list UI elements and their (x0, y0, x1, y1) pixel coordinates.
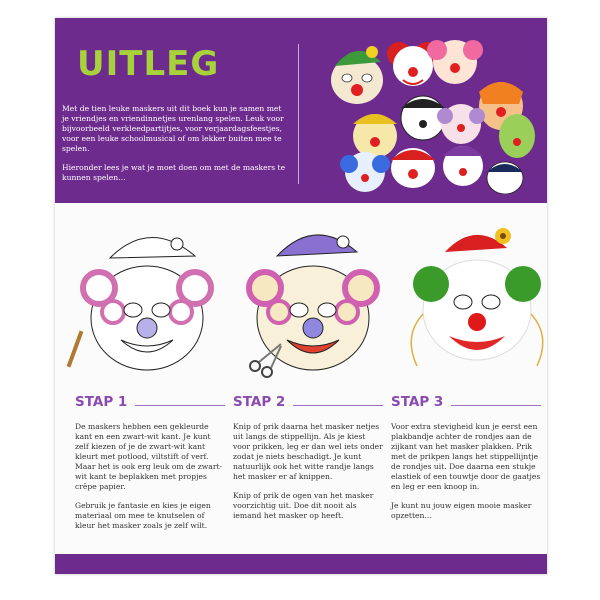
step-2-paragraph-2: Knip of prik de ogen van het masker voorzichtig uit. Doe dit nooit als iemand het masker op heeft. (233, 491, 374, 520)
mask-colored (249, 235, 377, 377)
step-2-text (233, 422, 383, 521)
step-2-title-line (293, 405, 383, 406)
step-1-text (75, 422, 225, 531)
header-divider (298, 44, 299, 184)
clown-mask-blue-hair (340, 152, 390, 192)
step-1-title (75, 394, 225, 410)
instruction-page (55, 18, 547, 574)
page-title: UITLEG (77, 44, 220, 84)
step-3-paragraph-1: Voor extra stevigheid kun je eerst een plakbandje achter de rondjes aan de zijkant van het masker plakken. Prik met de prikpen langs het stippellijntje de rondjes uit. Doe daarna een stukje elastiek of een touwtje door de gaatjes en leg er een knoop in. (391, 422, 541, 491)
footer-band (55, 554, 547, 574)
scissors-icon (250, 344, 281, 377)
step-3 (391, 394, 541, 530)
clown-mask-yellow-hat (353, 114, 397, 158)
mask-steps-illustration (55, 206, 547, 386)
step-1-paragraph-2: Gebruik je fantasie en kies je eigen materiaal om mee te knutselen of kleur het masker zoals je zelf wilt. (75, 501, 211, 530)
clown-mask-purple-hair (437, 104, 485, 144)
clown-mask-red-blue (391, 148, 435, 188)
clown-mask-dark-cap (487, 162, 523, 194)
step-1-paragraph-1: De maskers hebben een gekleurde kant en een zwart-wit kant. Je kunt zelf kiezen of je de zwart-wit kant kleurt met potlood, viltstift of verf. Maar het is ook erg leuk om de zwart-wit kant te beplakken met propjes crêpe papier. (75, 422, 223, 491)
clown-mask-green-face (499, 114, 535, 158)
step-3-title (391, 394, 541, 410)
clown-mask-purple-hat (443, 146, 483, 186)
clown-mask-green-hat (331, 46, 383, 104)
step-3-paragraph-2: Je kunt nu jouw eigen mooie masker opzetten… (391, 501, 532, 520)
intro-paragraph-1: Met de tien leuke maskers uit dit boek kun je samen met je vriendjes en vriendinnetjes urenlang spelen. Leuk voor bijvoorbeeld verkleedpartijtjes, voor verjaardagsfeestjes, voor een leuke schoolmusical of om lekker buiten mee te spelen. (62, 104, 284, 153)
step-3-title-line (451, 405, 541, 406)
intro-text (62, 104, 288, 192)
intro-paragraph-2: Hieronder lees je wat je moet doen om met de maskers te kunnen spelen… (62, 163, 286, 182)
step-2-title (233, 394, 383, 410)
step-1-title-text: STAP 1 (75, 394, 128, 410)
step-1-title-line (135, 405, 225, 406)
step-1 (75, 394, 225, 540)
step-2 (233, 394, 383, 530)
mask-outline-uncolored (67, 237, 211, 370)
clown-mask-collage (327, 32, 539, 194)
step-3-text (391, 422, 541, 521)
clown-mask-pink-hair (427, 40, 483, 84)
step-3-title-text: STAP 3 (391, 394, 444, 410)
step-2-paragraph-1: Knip of prik daarna het masker netjes uit langs de stippellijn. Als je kiest voor prikken, leg er dan wel iets onder zodat je niets beschadigt. Je kunt natuurlijk ook het witte randje langs het masker er af knippen. (233, 422, 383, 481)
header-panel (55, 18, 547, 203)
step-2-title-text: STAP 2 (233, 394, 286, 410)
mask-finished-with-string (411, 228, 543, 366)
